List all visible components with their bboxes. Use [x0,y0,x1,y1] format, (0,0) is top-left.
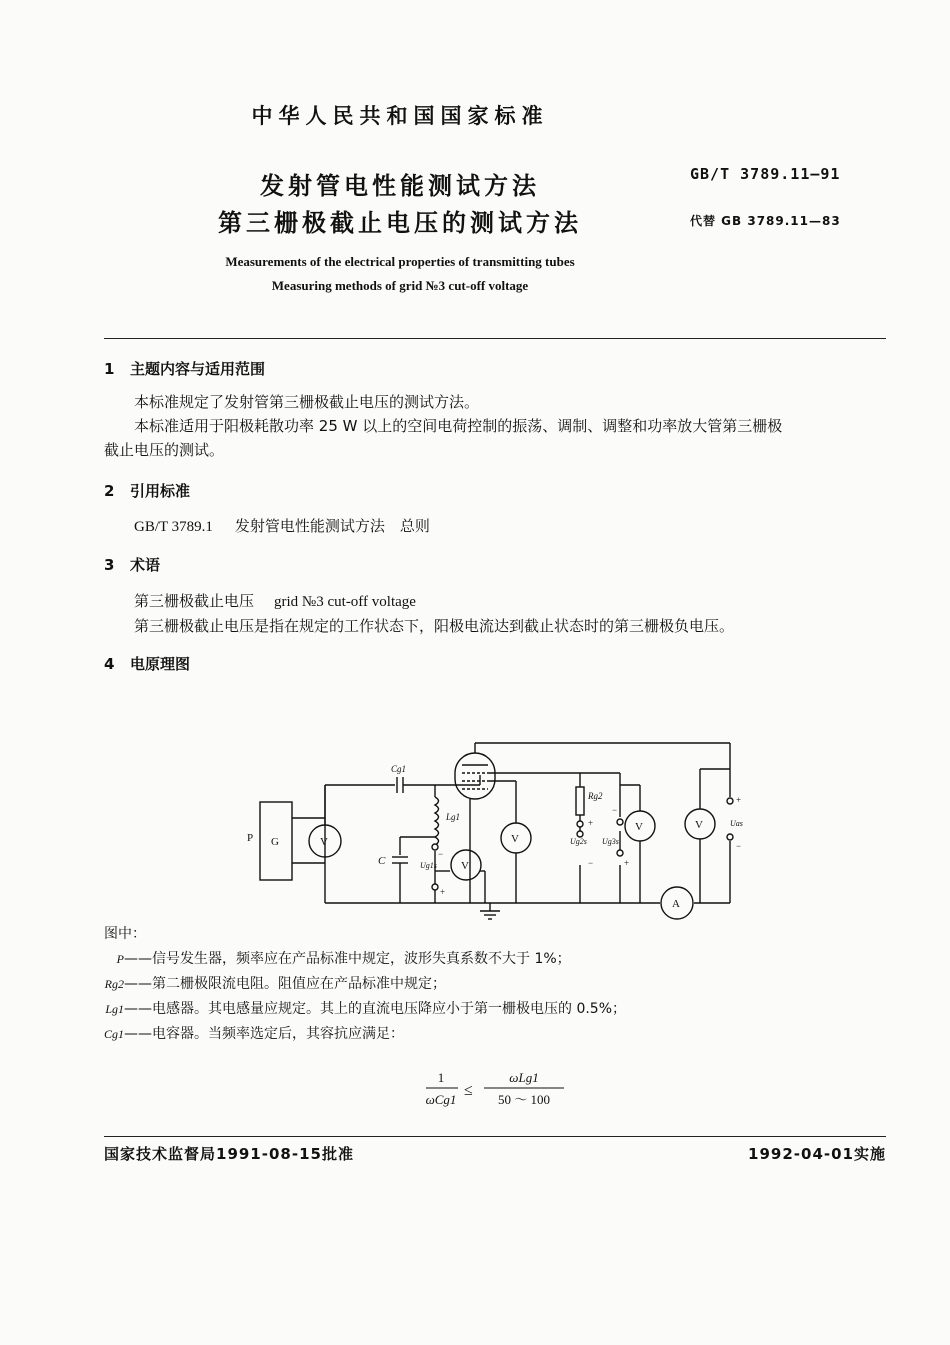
minus-ug1s: − [438,849,444,859]
footer-divider [104,1136,886,1137]
plus-uas: + [736,795,742,805]
section-1-paragraph-2a: 本标准适用于阳极耗散功率 25 W 以上的空间电荷控制的振荡、调制、调整和功率放大管第三栅极 [134,417,783,435]
resistor-rg2 [576,787,584,815]
section-3-title: 术语 [130,556,161,574]
legend-intro: 图中： [104,926,146,942]
label-ug1s: Ug1s [420,861,437,870]
transmitting-tube [455,753,495,799]
term-definition: 第三栅极截止电压是指在规定的工作状态下，阳极电流达到截止状态时的第三栅极负电压。 [134,617,735,635]
legend-item-lg1 [104,998,626,1018]
formula-lhs-numerator: 1 [437,1070,445,1085]
legend-item-p [104,948,571,968]
legend-key-rg2: Rg2 [104,977,124,991]
formula-rhs-denominator: 50 ～ 100 [497,1092,551,1107]
label-g: G [271,836,279,848]
approval-date: 国家技术监督局1991-08-15批准 [104,1145,354,1163]
section-2-number: 2 [104,482,115,500]
section-1-heading [104,358,265,379]
section-3-heading [104,554,160,575]
meter-label-a: A [672,898,680,910]
reference-title: 发射管电性能测试方法 总则 [234,517,430,535]
label-uas: Uas [730,819,743,828]
legend-item-rg2 [104,973,446,993]
minus-ug2s: − [588,858,594,868]
label-c: C [378,855,386,867]
section-4-number: 4 [104,655,115,673]
formula-lhs-denominator: ωCg1 [425,1092,457,1107]
section-4-title: 电原理图 [130,655,191,673]
plus-ug3s: + [624,858,630,868]
meter-label-v3: V [511,833,519,845]
section-3-number: 3 [104,556,115,574]
label-ug3s: Ug3s [602,837,619,846]
minus-uas: − [736,841,742,851]
meter-label-v1: V [320,836,328,848]
plus-ug1s: + [440,887,446,897]
section-1-title: 主题内容与适用范围 [130,360,266,378]
document-title-line2: 第三栅极截止电压的测试方法 [218,209,582,237]
legend-text-cg1: ——电容器。当频率选定后，其容抗应满足： [124,1026,404,1042]
term-chinese: 第三栅极截止电压 [134,592,255,610]
circuit-diagram [240,735,780,925]
legend-key-lg1: Lg1 [105,1002,124,1016]
document-title-line1: 发射管电性能测试方法 [260,172,540,200]
legend-text-lg1: ——电感器。其电感量应规定。其上的直流电压降应小于第一栅极电压的 0.5%； [124,1001,627,1017]
section-2-heading [104,480,190,501]
legend-item-cg1 [104,1023,404,1043]
legend-key-p: P [116,952,124,966]
english-title-line2: Measuring methods of grid №3 cut-off voltage [271,278,529,293]
plus-rg2: + [588,818,594,828]
reference-code: GB/T 3789.1 [134,519,213,535]
replaces-standard: 代替 GB 3789.11—83 [690,214,841,228]
meter-label-v5: V [695,819,703,831]
reference-standard [134,515,430,538]
standard-number: GB/T 3789.11—91 [690,165,841,183]
formula-rhs-numerator: ωLg1 [509,1070,539,1085]
minus-ug3s: − [612,805,618,815]
label-cg1: Cg1 [391,764,407,774]
section-2-title: 引用标准 [130,482,191,500]
term-entry [134,590,416,613]
meter-label-v4: V [635,821,643,833]
legend-key-cg1: Cg1 [104,1027,125,1041]
label-ug2s: Ug2s [570,837,587,846]
label-rg2: Rg2 [588,791,603,801]
label-lg1: Lg1 [446,812,461,822]
header-divider [104,338,886,339]
capacitive-reactance-formula [420,1066,580,1114]
implementation-date: 1992-04-01实施 [748,1145,886,1163]
term-english: grid №3 cut-off voltage [274,594,416,610]
section-4-heading [104,653,190,674]
section-1-number: 1 [104,360,115,378]
legend-text-p: ——信号发生器，频率应在产品标准中规定，波形失真系数不大于 1%； [124,951,571,967]
legend-text-rg2: ——第二栅极限流电阻。阻值应在产品标准中规定； [124,976,446,992]
meter-label-v2: V [461,860,469,872]
inductor-lg1-coil [435,797,439,845]
national-standard-label: 中华人民共和国国家标准 [251,104,549,128]
english-title-line1: Measurements of the electrical properties of transmitting tubes [225,254,575,269]
section-1-paragraph-1: 本标准规定了发射管第三栅极截止电压的测试方法。 [134,393,480,411]
label-p: P [247,832,254,844]
section-1-paragraph-2b: 截止电压的测试。 [104,441,225,459]
formula-relation: ≤ [464,1082,473,1099]
